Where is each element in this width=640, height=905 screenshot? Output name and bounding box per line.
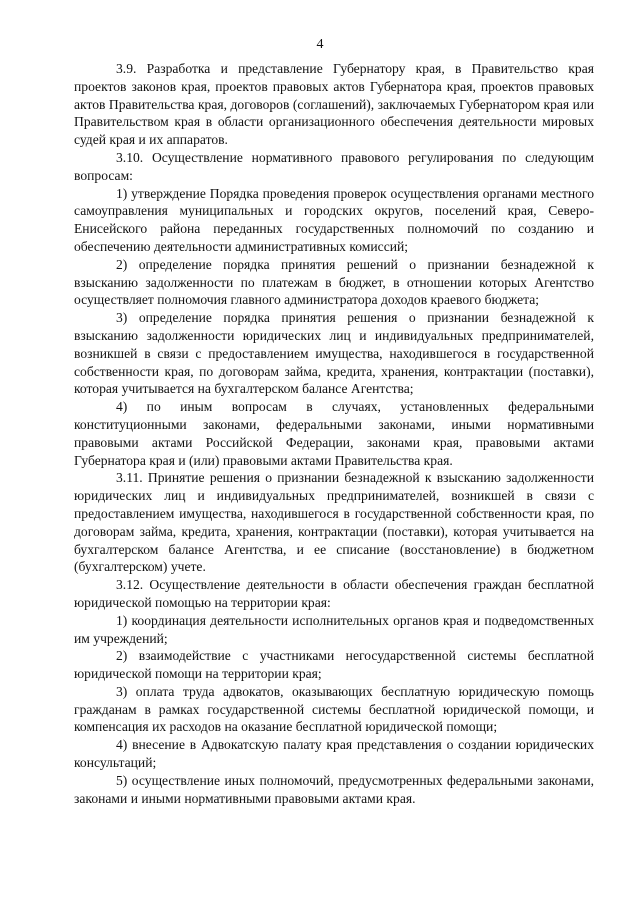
paragraph-3-9: 3.9. Разработка и представление Губернатору края, в Правительство края проектов законов края, проектов правовых актов Губернатора края, проектов правовых актов Правительства края, договоров (соглашений), заключаемых Губернатором края или Правительством края в области организационного обеспечения деятельности мировых судей края и их аппаратов.	[74, 61, 594, 148]
paragraph-3-12-item-2: 2) взаимодействие с участниками негосударственной системы бесплатной юридической помощи на территории края;	[74, 648, 594, 682]
paragraph-3-10-item-4: 4) по иным вопросам в случаях, установленных федеральными конституционными законами, федеральными законами, иными нормативными правовыми актами Российской Федерации, законами края, правовыми актами Губернатора края и (или) правовыми актами Правительства края.	[74, 399, 594, 468]
paragraph-3-11: 3.11. Принятие решения о признании безнадежной к взысканию задолженности юридических лиц и индивидуальных предпринимателей, возникшей в связи с предоставлением имущества, находившегося в государственной собственности края, по договорам займа, кредита, хранения, контрактации (поставки), которая учитывается на бухгалтерском балансе Агентства, и ее списание (восстановление) в бюджетном (бухгалтерском) учете.	[74, 470, 594, 575]
paragraph-3-10: 3.10. Осуществление нормативного правового регулирования по следующим вопросам:	[74, 149, 594, 183]
paragraph-3-12-item-3: 3) оплата труда адвокатов, оказывающих бесплатную юридическую помощь гражданам в рамках государственной системы бесплатной юридической помощи, и компенсация их расходов на оказание бесплатной юридической помощи;	[74, 683, 594, 735]
paragraph-3-12-item-5: 5) осуществление иных полномочий, предусмотренных федеральными законами, законами и иными нормативными правовыми актами края.	[74, 772, 594, 806]
document-body	[74, 60, 594, 807]
paragraph-3-10-item-1: 1) утверждение Порядка проведения проверок осуществления органами местного самоуправления муниципальных и городских округов, поселений края, Северо-Енисейского района переданных государственных полномочий по созданию и обеспечению деятельности административных комиссий;	[74, 185, 594, 254]
paragraph-3-12-item-1: 1) координация деятельности исполнительных органов края и подведомственных им учреждений;	[74, 612, 594, 646]
paragraph-3-10-item-3: 3) определение порядка принятия решения о признании безнадежной к взысканию задолженности юридических лиц и индивидуальных предпринимателей, возникшей в связи с предоставлением имущества, находившегося в государственной собственности края, по договорам займа, кредита, хранения, контрактации (поставки), которая учитывается на бухгалтерском балансе Агентства;	[74, 310, 594, 397]
paragraph-3-10-item-2: 2) определение порядка принятия решений о признании безнадежной к взысканию задолженности по платежам в бюджет, в отношении которых Агентство осуществляет полномочия главного администратора доходов краевого бюджета;	[74, 256, 594, 308]
paragraph-3-12-item-4: 4) внесение в Адвокатскую палату края представления о создании юридических консультаций;	[74, 737, 594, 771]
page-number: 4	[316, 37, 324, 52]
paragraph-3-12: 3.12. Осуществление деятельности в области обеспечения граждан бесплатной юридической помощью на территории края:	[74, 577, 594, 610]
